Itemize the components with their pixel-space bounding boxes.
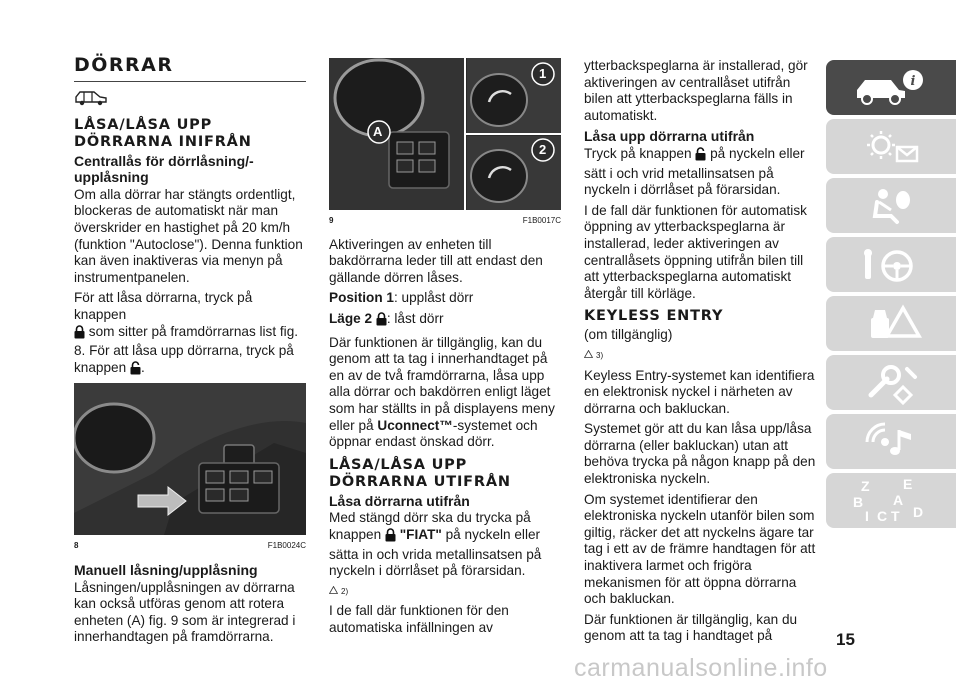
keyless-availability: (om tillgänglig) (584, 327, 673, 343)
position-1: Position 1: upplåst dörr (329, 290, 474, 306)
tab-maintenance[interactable] (826, 355, 956, 410)
figure-9-caption: 9 F1B0017C (329, 216, 561, 225)
figure-9-label-a: A (373, 124, 383, 139)
tab-driving[interactable] (826, 237, 956, 292)
figure-8-photo (74, 383, 306, 535)
paragraph-lock-button: För att låsa dörrarna, tryck på knappen som sitter på framdörrarnas list fig. 8. För att låsa upp dörrarna, tryck på knappen . (74, 290, 306, 379)
unlock-icon (695, 147, 706, 166)
page-title: DÖRRAR (74, 54, 174, 76)
paragraph-auto-fold: I de fall där funktionen för den automatiska infällningen av (329, 603, 509, 635)
watermark: carmanualsonline.info (574, 654, 828, 682)
car-info-icon (851, 66, 931, 110)
subheading-lock-outside: Låsa dörrarna utifrån (329, 492, 470, 509)
lock-icon (376, 312, 387, 331)
car-doors-icon (74, 88, 306, 111)
tab-safety[interactable] (826, 178, 956, 233)
unlock-icon (130, 361, 141, 380)
airbag-seat-icon (851, 184, 931, 228)
warning-triangle-icon (329, 584, 338, 601)
tab-car-info[interactable] (826, 60, 956, 115)
tab-emergency[interactable] (826, 296, 956, 351)
lock-icon (74, 325, 85, 344)
title-rule (74, 81, 306, 82)
figure-9-photo (329, 58, 561, 210)
paragraph-mirror-open: I de fall där funktionen för automatisk öppning av ytterbackspeglarna är installerad, leder aktiveringen av centrallåsets öppning utifrån bilen till att ytterbackspeglarna automatiskt återgår till körläge. (584, 202, 807, 301)
subheading-manual-lock: Manuell låsning/upplåsning (74, 561, 258, 578)
page-number: 15 (836, 630, 855, 649)
paragraph-keyless-4: Där funktionen är tillgänglig, kan du genom att ta tag i handtaget på (584, 611, 798, 644)
column-1 (74, 54, 306, 650)
paragraph-handle-unlock: Där funktionen är tillgänglig, kan du genom att ta tag i innerhandtaget på en av de två framdörrarna, låsa upp alla dörrar och bakdörren enligt läget som har ställts in på displayens meny eller på Uconnect™-systemet och öppnar endast önskad dörr. (329, 334, 555, 450)
paragraph-manual-lock: Låsningen/upplåsningen av dörrarna kan också utföras genom att rotera enheten (A) fig. 9 som är integrerad i innerhandtagen på framdörrarna. (74, 579, 296, 645)
section-heading-inside: LÅSA/LÅSA UPP DÖRRARNA INIFRÅN (74, 116, 252, 150)
multimedia-icon (851, 420, 931, 464)
subheading-unlock-outside: Låsa upp dörrarna utifrån (584, 128, 755, 145)
figure-9-label-2: 2 (539, 142, 547, 157)
paragraph-autoclose: Om alla dörrar har stängts ordentligt, blockeras de automatiskt när man överskrider en hastighet på 20 km/h (funktion "Autoclose"). Denna funktion kan även inaktiveras via menyn på instrumentpanelen. (74, 186, 303, 285)
subheading-central-lock: Centrallås för dörrlåsning/-upplåsning (74, 152, 254, 186)
breakdown-warning-icon (851, 302, 931, 346)
column-3 (584, 58, 816, 649)
chapter-tabs (826, 60, 956, 532)
tab-dashboard[interactable] (826, 119, 956, 174)
paragraph-rear-doors: Aktiveringen av enheten till bakdörrarna leder till att endast den gällande dörren låses. (329, 236, 543, 285)
steering-wheel-icon (851, 243, 931, 287)
tab-index[interactable] (826, 473, 956, 528)
paragraph-mirrors: ytterbackspeglarna är installerad, gör aktiveringen av centrallåset utifrån bilen att ytterbackspeglarna fälls in automatiskt. (584, 58, 808, 123)
lock-icon (385, 528, 396, 547)
paragraph-keyless-3: Om systemet identifierar den elektroniska nyckeln utanför bilen som giltig, räcker det att nyckelns ägare tar tag i ett av de främre handtagen för att inaktivera larmet och frigöra mekanismen för att öppna dörrarna och bakluckan. (584, 491, 816, 607)
index-letters-icon: Z E A B I C T D (853, 475, 924, 524)
column-2 (329, 58, 561, 640)
paragraph-unlock-button: Tryck på knappen på nyckeln eller sätt i och vrid metallinsatsen på nyckeln i dörrlåset på förarsidan. (584, 145, 805, 198)
section-heading-outside: LÅSA/LÅSA UPP DÖRRARNA UTIFRÅN (329, 456, 511, 490)
warning-triangle-icon (584, 348, 593, 365)
tab-multimedia[interactable] (826, 414, 956, 469)
paragraph-fiat-button: Med stängd dörr ska du trycka på knappen "FIAT" på nyckeln eller sätta in och vrida metallinsatsen på nyckeln i dörrlåset på förarsidan. (329, 510, 542, 579)
figure-8-caption: 8 F1B0024C (74, 541, 306, 551)
figure-9-label-1: 1 (539, 66, 547, 81)
position-2: Läge 2 : låst dörr (329, 311, 561, 331)
section-heading-keyless: KEYLESS ENTRY (584, 308, 724, 325)
warning-ref: 3) (584, 348, 816, 365)
svg-text:i: i (910, 73, 916, 89)
paragraph-keyless-1: Keyless Entry-systemet kan identifiera en elektronisk nyckel i närheten av dörrarna och bakluckan. (584, 367, 815, 416)
service-wrench-icon (851, 361, 931, 405)
paragraph-keyless-2: Systemet gör att du kan låsa upp/låsa dörrarna (eller bakluckan) utan att behöva trycka på någon knapp på den elektroniska nyckeln. (584, 421, 816, 487)
warning-ref: 2) (329, 584, 561, 601)
dashboard-lights-icon (851, 125, 931, 169)
